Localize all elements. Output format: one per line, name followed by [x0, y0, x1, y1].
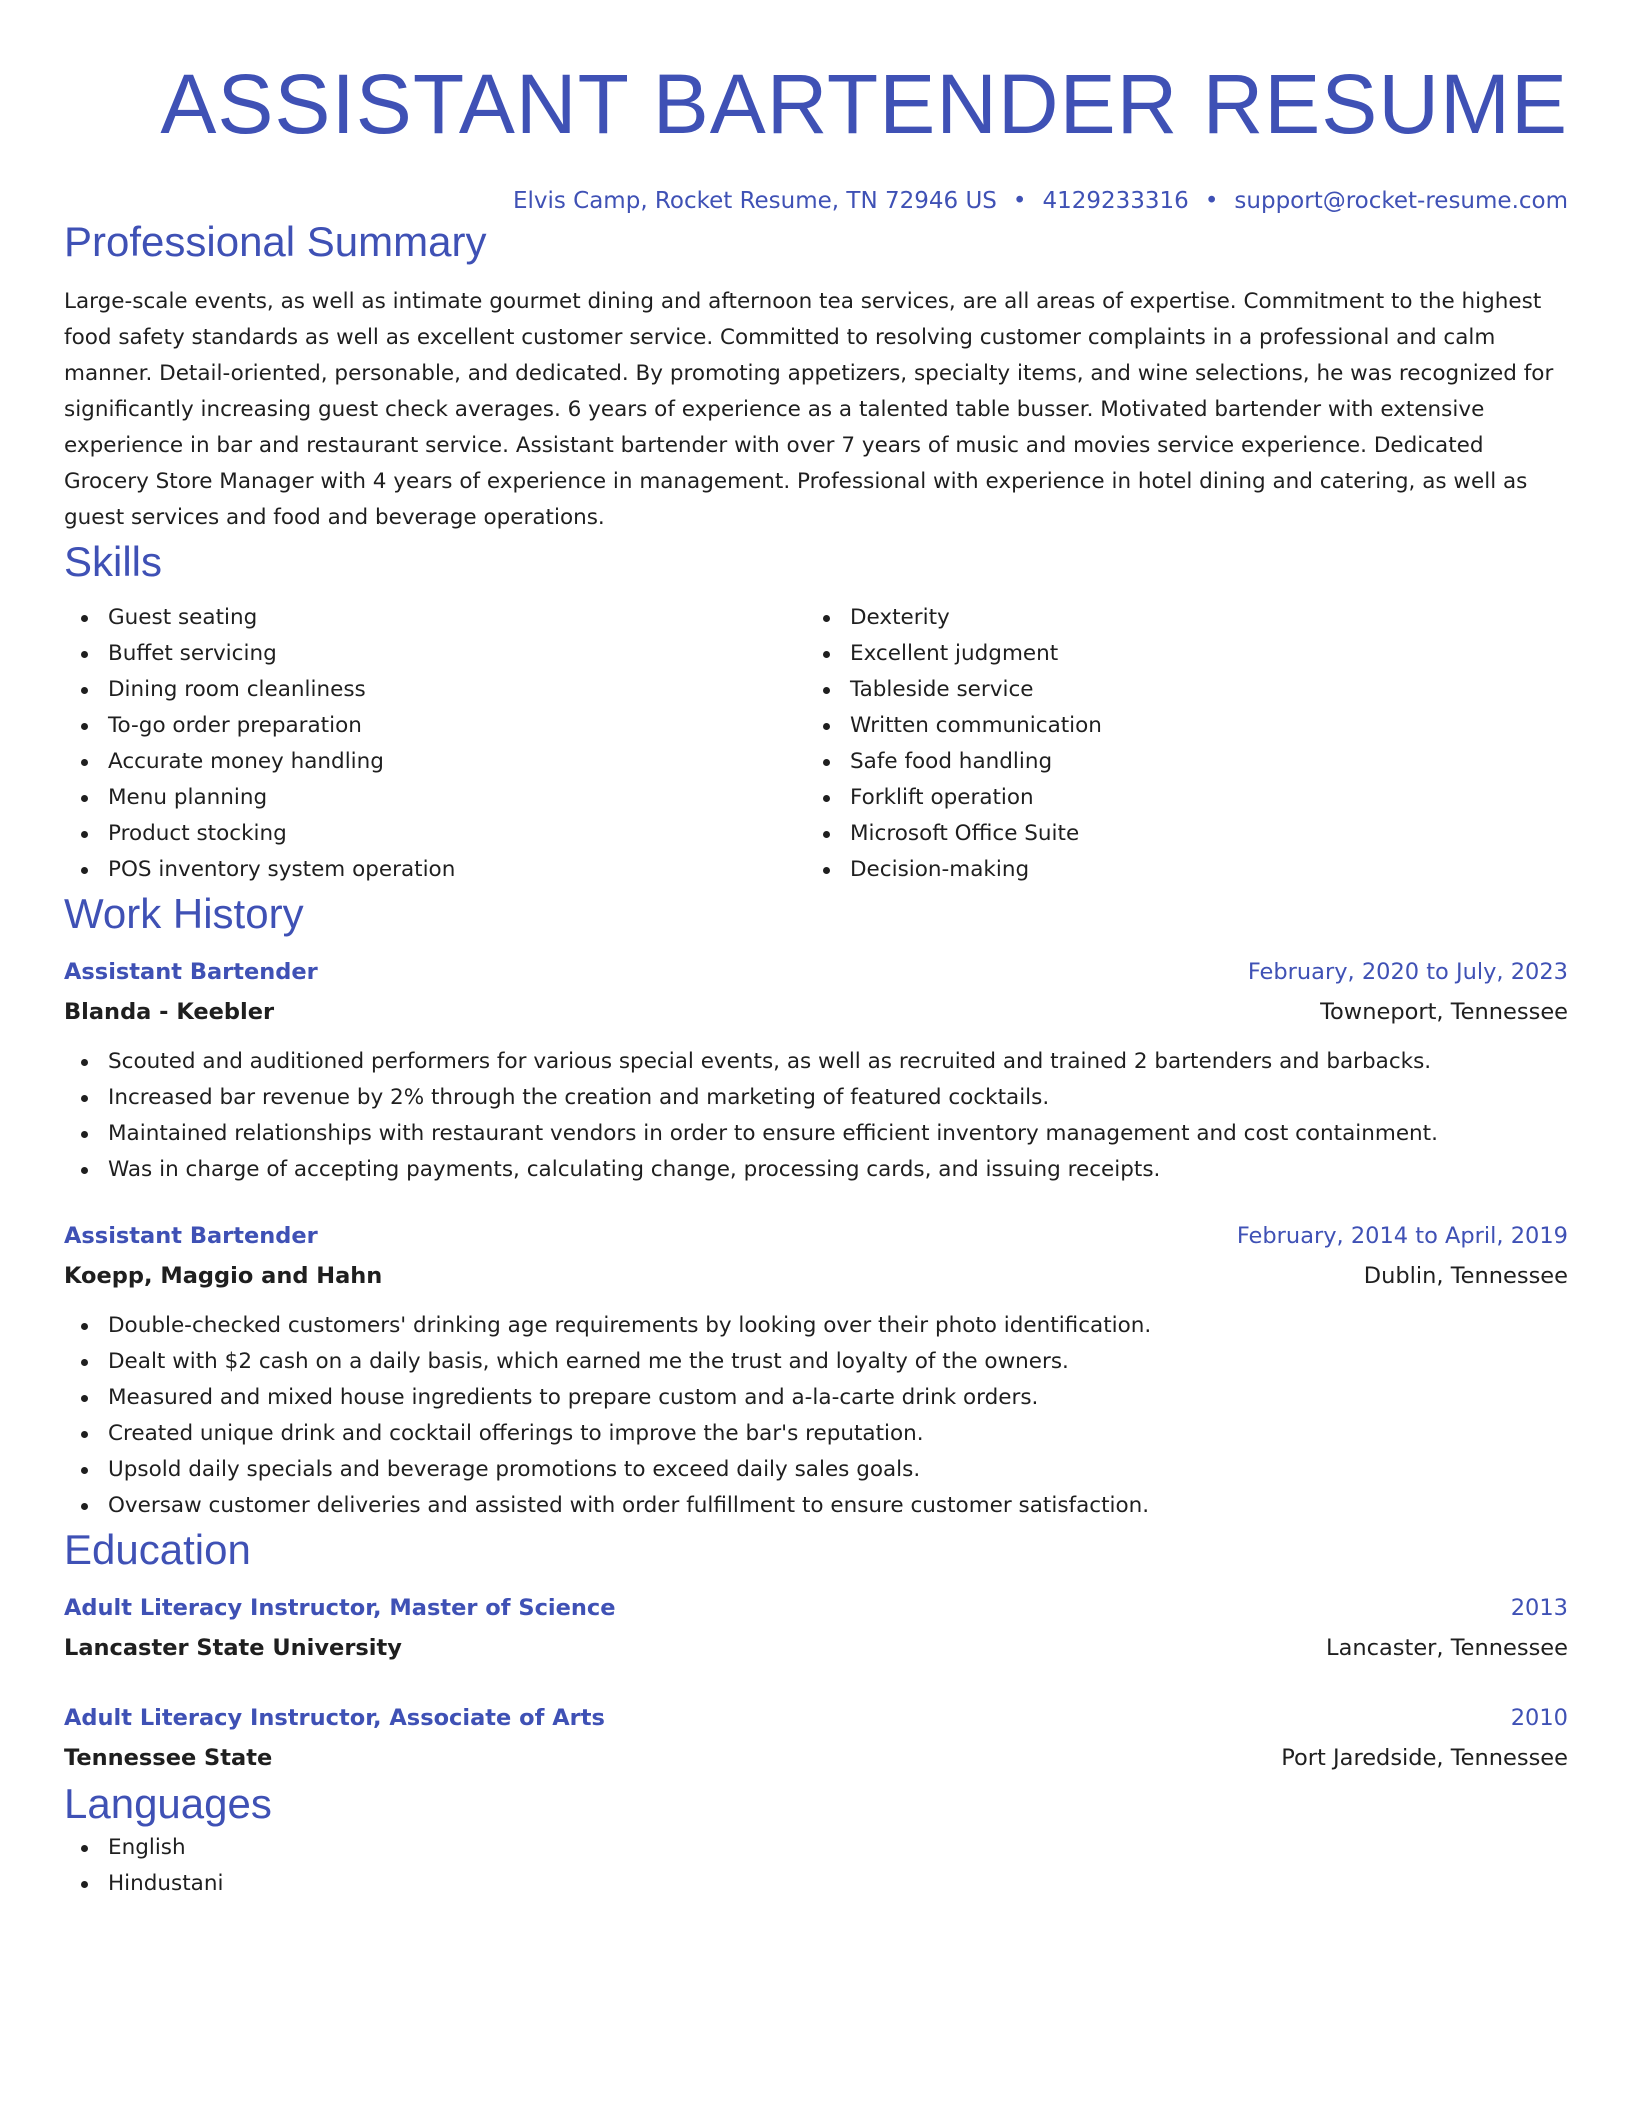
language-item: Hindustani: [64, 1866, 1568, 1902]
job-location: Dublin, Tennessee: [1363, 1263, 1568, 1289]
skill-item: Guest seating: [64, 600, 806, 636]
job-duty: Dealt with $2 cash on a daily basis, which earned me the trust and loyalty of the owners.: [64, 1344, 1568, 1380]
school-name: Tennessee State: [64, 1745, 273, 1771]
skills-heading: Skills: [64, 538, 163, 585]
contact-phone: 4129233316: [1042, 188, 1189, 214]
skill-item: Menu planning: [64, 780, 806, 816]
skill-item: Microsoft Office Suite: [806, 816, 1548, 852]
school-location: Lancaster, Tennessee: [1326, 1635, 1568, 1661]
job-duty: Upsold daily specials and beverage promotions to exceed daily sales goals.: [64, 1452, 1568, 1488]
job-duties: [64, 1044, 1568, 1188]
skills-grid: [64, 600, 1568, 888]
school-location: Port Jaredside, Tennessee: [1281, 1745, 1568, 1771]
contact-email: support@rocket-resume.com: [1234, 188, 1568, 214]
degree-year: 2010: [1510, 1705, 1568, 1731]
skill-item: Decision-making: [806, 852, 1548, 888]
skills-column-right: [806, 600, 1548, 888]
skill-item: Product stocking: [64, 816, 806, 852]
job-company: Blanda - Keebler: [64, 999, 275, 1025]
education-entry: [64, 1698, 1568, 1778]
skill-item: Buffet servicing: [64, 636, 806, 672]
skill-item: POS inventory system operation: [64, 852, 806, 888]
job-dates: February, 2014 to April, 2019: [1236, 1223, 1568, 1249]
job-entry: [64, 1216, 1568, 1524]
languages-list: [64, 1830, 1568, 1902]
degree-year: 2013: [1510, 1595, 1568, 1621]
contact-separator: •: [1204, 188, 1219, 214]
job-dates: February, 2020 to July, 2023: [1247, 959, 1568, 985]
resume-title: ASSISTANT BARTENDER RESUME: [160, 57, 1568, 151]
job-duties: [64, 1308, 1568, 1524]
skill-item: To-go order preparation: [64, 708, 806, 744]
job-entry: [64, 952, 1568, 1188]
skill-item: Safe food handling: [806, 744, 1548, 780]
degree-title: Adult Literacy Instructor, Master of Science: [64, 1595, 616, 1621]
education-heading: Education: [64, 1526, 251, 1573]
contact-address: Elvis Camp, Rocket Resume, TN 72946 US: [512, 188, 997, 214]
skill-item: Dining room cleanliness: [64, 672, 806, 708]
skill-item: Forklift operation: [806, 780, 1548, 816]
summary-text: Large-scale events, as well as intimate gourmet dining and afternoon tea services, are all areas of expertise. Commitment to the highest food safety standards as well as excellent customer service. Committed to resolving customer complaints in a professional and calm manner. Detail-oriented, personable, and dedicated. By promoting appetizers, specialty items, and wine selections, he was recognized for significantly increasing guest check averages. 6 years of experience as a talented table busser. Motivated bartender with extensive experience in bar and restaurant service. Assistant bartender with over 7 years of music and movies service experience. Dedicated Grocery Store Manager with 4 years of experience in management. Professional with experience in hotel dining and catering, as well as guest services and food and beverage operations.: [64, 289, 1554, 530]
skill-item: Written communication: [806, 708, 1548, 744]
job-duty: Scouted and auditioned performers for various special events, as well as recruited and trained 2 bartenders and barbacks.: [64, 1044, 1568, 1080]
skill-item: Tableside service: [806, 672, 1548, 708]
job-duty: Measured and mixed house ingredients to prepare custom and a-la-carte drink orders.: [64, 1380, 1568, 1416]
job-duty: Increased bar revenue by 2% through the creation and marketing of featured cocktails.: [64, 1080, 1568, 1116]
education-entry: [64, 1588, 1568, 1668]
school-name: Lancaster State University: [64, 1635, 402, 1661]
job-company: Koepp, Maggio and Hahn: [64, 1263, 383, 1289]
job-duty: Created unique drink and cocktail offerings to improve the bar's reputation.: [64, 1416, 1568, 1452]
skill-item: Accurate money handling: [64, 744, 806, 780]
job-duty: Double-checked customers' drinking age requirements by looking over their photo identification.: [64, 1308, 1568, 1344]
job-title: Assistant Bartender: [64, 959, 318, 985]
languages-heading: Languages: [64, 1780, 272, 1827]
skills-column-left: [64, 600, 806, 888]
contact-line: [64, 186, 1568, 216]
skill-item: Dexterity: [806, 600, 1548, 636]
work-history-heading: Work History: [64, 890, 304, 937]
job-duty: Oversaw customer deliveries and assisted with order fulfillment to ensure customer satisfaction.: [64, 1488, 1568, 1524]
job-location: Towneport, Tennessee: [1320, 999, 1568, 1025]
language-item: English: [64, 1830, 1568, 1866]
skill-item: Excellent judgment: [806, 636, 1548, 672]
job-title: Assistant Bartender: [64, 1223, 318, 1249]
contact-separator: •: [1012, 188, 1027, 214]
job-duty: Maintained relationships with restaurant vendors in order to ensure efficient inventory management and cost containment.: [64, 1116, 1568, 1152]
summary-heading: Professional Summary: [64, 218, 487, 265]
job-duty: Was in charge of accepting payments, calculating change, processing cards, and issuing receipts.: [64, 1152, 1568, 1188]
degree-title: Adult Literacy Instructor, Associate of Arts: [64, 1705, 605, 1731]
